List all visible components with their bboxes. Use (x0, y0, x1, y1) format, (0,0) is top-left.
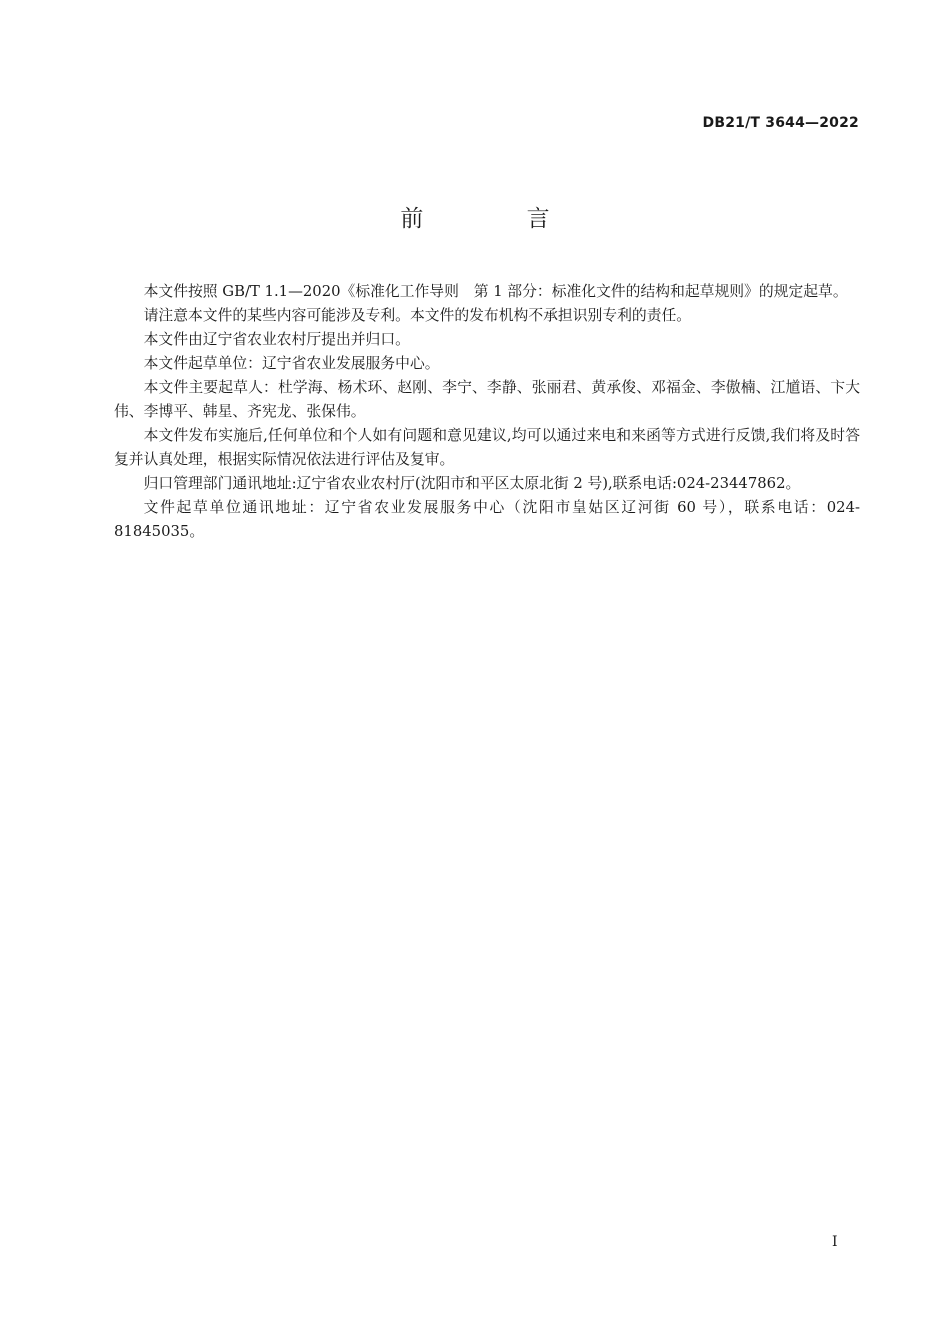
paragraph-proposer: 本文件由辽宁省农业农村厅提出并归口。 (143, 331, 410, 348)
page-title: 前 言 (400, 206, 598, 232)
paragraph-authority-address: 归口管理部门通讯地址:辽宁省农业农村厅(沈阳市和平区太原北街 2 号),联系电话:024-23447862。 (143, 475, 801, 492)
foreword-body (114, 280, 860, 544)
paragraph-drafters: 本文件主要起草人：杜学海、杨术环、赵刚、李宁、李静、张丽君、黄承俊、邓福金、李傲楠、江馗语、卞大伟、李博平、韩星、齐宪龙、张保伟。 (114, 379, 860, 420)
paragraph-patent-notice: 请注意本文件的某些内容可能涉及专利。本文件的发布机构不承担识别专利的责任。 (143, 307, 692, 324)
paragraph-drafting-unit: 本文件起草单位：辽宁省农业发展服务中心。 (143, 355, 440, 372)
paragraph-drafter-address: 文件起草单位通讯地址：辽宁省农业发展服务中心（沈阳市皇姑区辽河街 60 号），联系电话：024-81845035。 (114, 499, 860, 540)
page-number: I (832, 1234, 838, 1250)
paragraph-feedback: 本文件发布实施后,任何单位和个人如有问题和意见建议,均可以通过来电和来函等方式进行反馈,我们将及时答复并认真处理，根据实际情况依法进行评估及复审。 (114, 427, 860, 468)
paragraph-drafting-rules: 本文件按照 GB/T 1.1—2020《标准化工作导则 第 1 部分：标准化文件的结构和起草规则》的规定起草。 (143, 283, 848, 300)
standard-code: DB21/T 3644—2022 (702, 115, 859, 131)
